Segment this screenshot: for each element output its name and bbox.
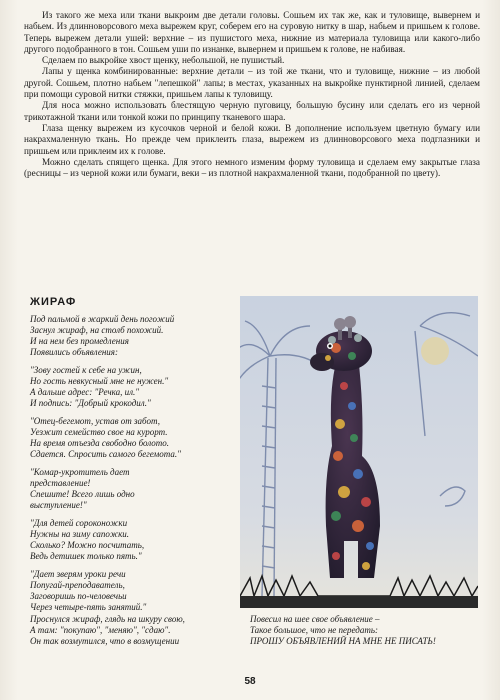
poem-line: "Дает зверям уроки речи [30, 569, 126, 579]
poem-line: Заговоришь по-человечьи [30, 591, 127, 601]
paragraph: Для носа можно использовать блестящую черную пуговицу, большую бусину или сделать его из черной трикотажной ткани или тонкой кожи по принципу тканевого шара. [24, 100, 480, 122]
poem-line: А дальше адрес: "Речка, ил." [30, 387, 140, 397]
poem-line: Ведь детишек только пять." [30, 551, 142, 561]
poem-line: А там: "покупаю", "меняю", "сдаю". [30, 625, 171, 635]
stanza [30, 416, 235, 460]
poem-line: Спешите! Всего лишь одно [30, 489, 135, 499]
poem-line: представление! [30, 478, 91, 488]
poem-ending-right [250, 614, 480, 647]
stanza [30, 314, 235, 358]
poem-line: На время отъезда свободно болото. [30, 438, 170, 448]
poem [30, 314, 235, 620]
poem-line: Нужны на зиму сапожки. [30, 529, 130, 539]
stanza [30, 569, 235, 613]
poem-line: Сдается. Спросить самого бегемота." [30, 449, 181, 459]
giraffe-toy-photo [240, 296, 478, 608]
poem-line: Сколько? Можно посчитать, [30, 540, 145, 550]
instructions-text [24, 10, 480, 179]
poem-line: выступление!" [30, 500, 87, 510]
poem-line: "Отец-бегемот, устав от забот, [30, 416, 160, 426]
poem-line: Под пальмой в жаркий день погожий [30, 314, 175, 324]
paragraph: Глаза щенку вырежем из кусочков черной и белой кожи. В дополнение используем цветную бумагу или накрахмаленную ткань. Но прежде чем приклеить глаза, вырежем из длинноворсового меха подглазники и пришьем или приклеим их к голове. [24, 122, 480, 156]
poem-line: Уезжит семейство свое на курорт. [30, 427, 168, 437]
paragraph: Лапы у щенка комбинированные: верхние детали – из той же ткани, что и туловище, нижние – из любой другой. Сошьем, плотно набьем "лепешкой" лапы; в местах, указанных на выкройке пунктирной линией, сделаем при помощи суровой нитки стяжки, пришьем лапы к туловищу. [24, 66, 480, 100]
paragraph: Из такого же меха или ткани выкроим две детали головы. Сошьем их так же, как и туловище, вывернем и набьем. Из длинноворсового меха вырежем круг, соберем его на суровую нитку в шар, набьем и пришьем к голове. Теперь вырежем детали ушей: верхние – из пушистого меха, нижние из материала туловища или какого-либо другого подобранного в тон. Сошьем уши по изнанке, вывернем и пришьем к голове, не набивая. [24, 10, 480, 54]
giraffe-illustration [240, 296, 478, 608]
page-number: 58 [244, 676, 256, 687]
poem-line: "Для детей сороконожки [30, 518, 128, 528]
stanza [30, 365, 235, 409]
poem-line: "Зову гостей к себе на ужин, [30, 365, 142, 375]
poem-line: Такое большое, что не передать: [250, 625, 378, 635]
poem-line: Появились объявления: [30, 347, 118, 357]
poem-line: "Комар-укротитель дает [30, 467, 130, 477]
paragraph: Сделаем по выкройке хвост щенку, небольшой, не пушистый. [42, 55, 285, 66]
poem-line: Заснул жираф, на столб похожий. [30, 325, 164, 335]
poem-line: Проснулся жираф, глядь на шкуру свою, [30, 614, 185, 624]
poem-line: Но гость невкусный мне не нужен." [30, 376, 169, 386]
poem-line: И подпись: "Добрый крокодил." [30, 398, 151, 408]
poem-line: ПРОШУ ОБЪЯВЛЕНИЙ НА МНЕ НЕ ПИСАТЬ! [250, 636, 436, 646]
poem-line: Он так возмутился, что в возмущении [30, 636, 180, 646]
sun-drawing [421, 337, 449, 365]
poem-line: И на нем без промедления [30, 336, 129, 346]
stanza [30, 467, 235, 511]
stanza [30, 518, 235, 562]
paragraph: Можно сделать спящего щенка. Для этого немного изменим форму туловища и сделаем ему закрытые глаза (ресницы – из черной кожи или бумаги, веки – из плотной накрахмаленной ткани, подобранной по цвету). [24, 156, 480, 179]
poem-line: Через четыре-пять занятий." [30, 602, 147, 612]
poem-title: ЖИРАФ [30, 296, 77, 308]
poem-ending-left [30, 614, 240, 647]
poem-line: Повесил на шее свое объявление – [250, 614, 380, 624]
poem-line: Попугай-преподаватель, [30, 580, 125, 590]
